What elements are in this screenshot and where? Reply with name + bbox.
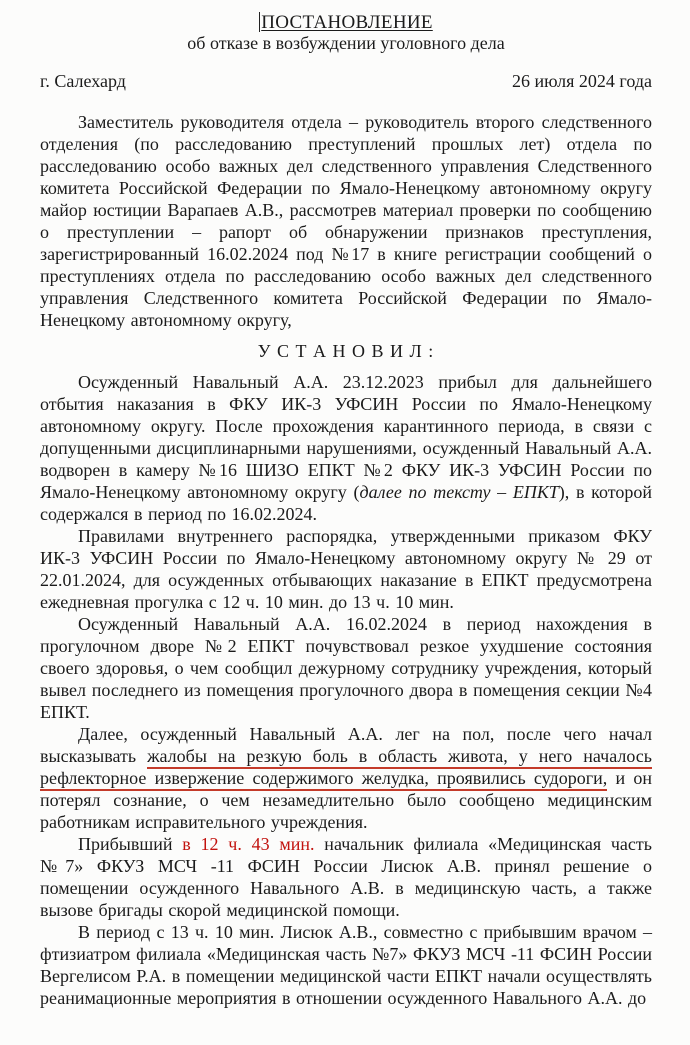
paragraph: [40, 613, 652, 723]
document-subtitle: об отказе в возбуждении уголовного дела: [187, 33, 505, 53]
red-underlined-text: жалобы на резкую боль в область живота, у него началось рефлекторное извержение содержимого желудка, проявились судороги,: [40, 746, 652, 791]
document-header: [40, 12, 652, 33]
body-text: Прибывший: [78, 834, 183, 854]
paragraph: [40, 111, 652, 331]
body-text: В период с 13 ч. 10 мин. Лисюк А.В., совместно с прибывшим врачом – фтизиатром филиала «Медицинская часть №7» ФКУЗ МСЧ -11 ФСИН России Вергелисом Р.А. в помещении медицинской части ЕПКТ начали осуществлять реанимационные мероприятия в отношении осужденного Навального А.А. до: [40, 922, 652, 1008]
body-text: Осужденный Навальный А.А. 23.12.2023 прибыл для дальнейшего отбытия наказания в ФКУ ИК-3 УФСИН России по Ямало-Ненецкому автономному округу. После прохождения карантинного периода, в связи с допущенными дисциплинарными нарушениями, осужденный Навальный А.А. водворен в камеру №16 ШИЗО ЕПКТ №2 ФКУ ИК-3 УФСИН России по Ямало-Ненецкому автономному округу (: [40, 372, 652, 502]
italic-text: далее по тексту – ЕПКТ: [359, 482, 559, 502]
body-text: ), в которой содержался в период по 16.02.2024.: [40, 482, 653, 524]
red-highlight-text: в 12 ч. 43 мин.: [182, 834, 315, 854]
place-date-row: [40, 71, 652, 92]
paragraph: [40, 371, 652, 525]
body-text: Заместитель руководителя отдела – руководитель второго следственного отделения (по расследованию преступлений прошлых лет) отдела по расследованию особо важных дел следственного управления Следственного комитета Российской Федерации по Ямало-Ненецкому автономному округу майор юстиции Варапаев А.В., рассмотрев материал проверки по сообщению о преступлении – рапорт об обнаружении признаков преступления, зарегистрированный 16.02.2024 под №17 в книге регистрации сообщений о преступлениях отдела по расследованию особо важных дел следственного управления Следственного комитета Российской Федерации по Ямало-Ненецкому автономному округу,: [40, 112, 652, 330]
document-date: 26 июля 2024 года: [512, 71, 652, 91]
document-title: ПОСТАНОВЛЕНИЕ: [261, 12, 433, 33]
paragraph: [40, 921, 652, 1009]
paragraph: [40, 833, 652, 921]
resolution-heading: У С Т А Н О В И Л :: [257, 341, 435, 361]
body-text: Правилами внутреннего распорядка, утвержденными приказом ФКУ ИК-3 УФСИН России по Ямало-Ненецкому автономному округу № 29 от 22.01.2024, для осужденных отбывающих наказание в ЕПКТ предусмотрена ежедневная прогулка с 12 ч. 10 мин. до 13 ч. 10 мин.: [40, 526, 652, 612]
body-text: начальник филиала «Медицинская часть №7» ФКУЗ МСЧ -11 ФСИН России Лисюк А.В. принял решение о помещении осужденного Навального А.В. в медицинскую часть, а также вызове бригады скорой медицинской помощи.: [40, 834, 652, 920]
paragraph: [40, 525, 652, 613]
document-place: г. Салехард: [40, 71, 126, 91]
body-text: Осужденный Навальный А.А. 16.02.2024 в период нахождения в прогулочном дворе №2 ЕПКТ почувствовал резкое ухудшение состояния своего здоровья, о чем сообщил дежурному сотруднику учреждения, который вывел последнего из помещения прогулочного двора в помещения секции №4 ЕПКТ.: [40, 614, 652, 722]
body-text: и он потерял сознание, о чем незамедлительно было сообщено медицинским работникам исправительного учреждения.: [40, 768, 653, 832]
document-body: [40, 111, 652, 1009]
body-text: Далее, осужденный Навальный А.А. лег на пол, после чего начал высказывать: [40, 724, 652, 766]
paragraph: [40, 723, 652, 833]
